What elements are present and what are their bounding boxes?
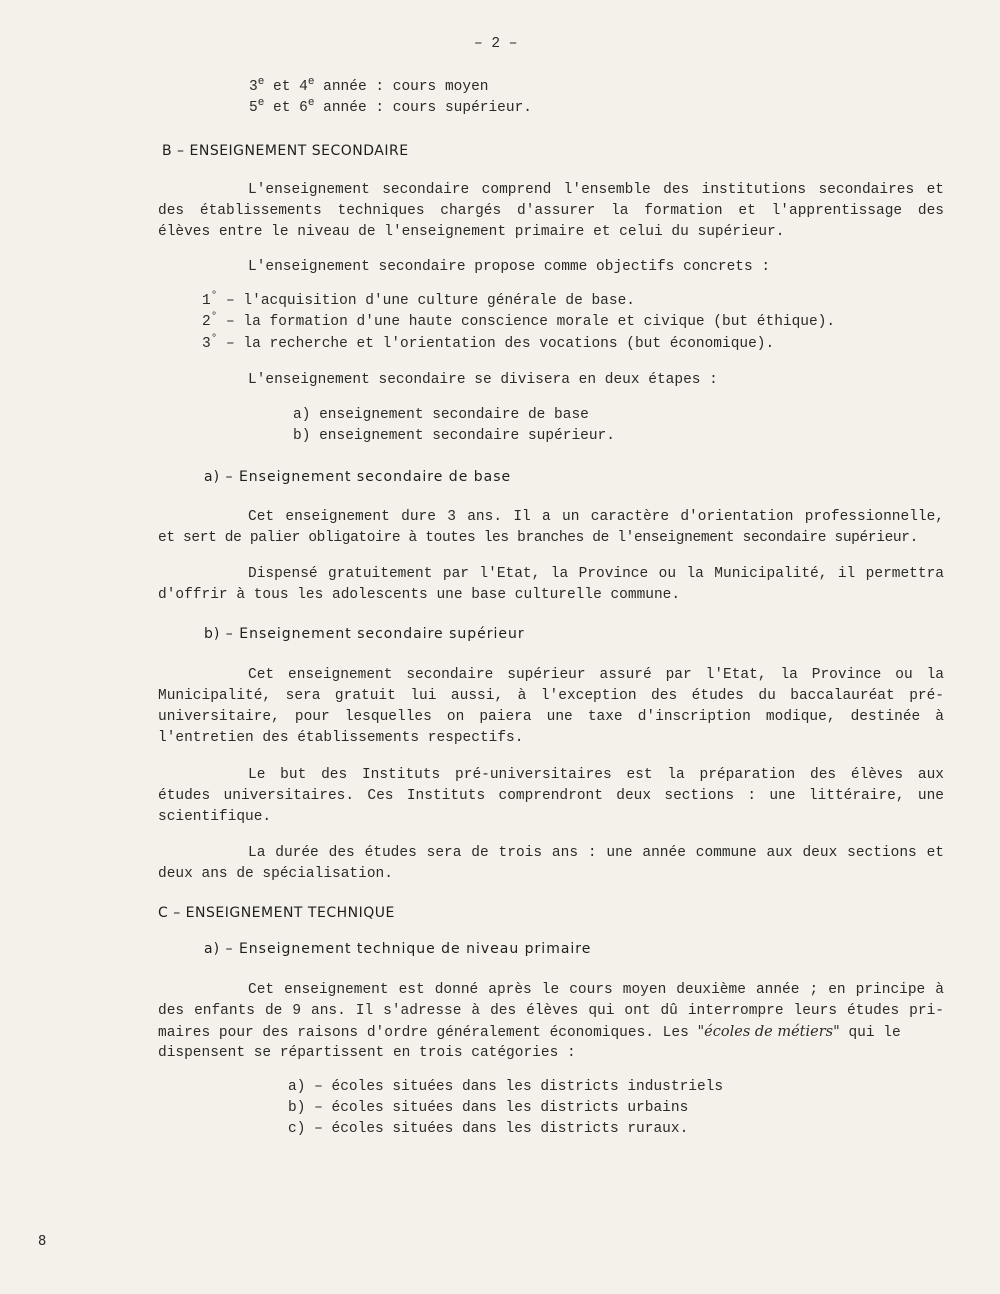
grade-number: 6: [299, 100, 308, 116]
text-line: deux ans de spécialisation.: [158, 866, 393, 882]
text-line: universitaire, pour lesquelles on paiera une taxe d'inscription modique, destinée à: [158, 709, 944, 725]
text-line: des établissements techniques chargés d'assurer la formation et l'apprentissage des: [158, 203, 944, 219]
paragraph-ba-2: [158, 564, 944, 606]
text-segment: qui le: [839, 1025, 901, 1041]
subheading-b-a: a) – Enseignement secondaire de base: [204, 469, 512, 485]
paragraph-bb-1: [158, 665, 944, 749]
text-line: et sert de palier obligatoire à toutes les branches de l'enseignement secondaire supérieur.: [158, 530, 918, 546]
subheading-b-b: b) – Enseignement secondaire supérieur: [204, 626, 525, 642]
text-line: Le but des Instituts pré-universitaires est la préparation des élèves aux: [248, 767, 944, 783]
paragraph-ba-1: [158, 507, 944, 549]
italic-quote: "écoles de métiers": [697, 1024, 840, 1040]
superscript: e: [257, 76, 265, 89]
text-line: dispensent se répartissent en trois catégories :: [158, 1045, 576, 1061]
paragraph-b-1: [158, 180, 944, 243]
category-c: c) – écoles situées dans les districts ruraux.: [288, 1121, 689, 1137]
text-line: L'enseignement secondaire comprend l'ensemble des institutions secondaires et: [248, 182, 944, 198]
text-line: d'offrir à tous les adolescents une base culturelle commune.: [158, 587, 681, 603]
text-line: des enfants de 9 ans. Il s'adresse à des élèves qui ont dû interrompre leurs études pri-: [158, 1003, 944, 1019]
paragraph-ca-1: [158, 980, 944, 1064]
degree-mark: °: [210, 311, 218, 324]
objective-text: – la recherche et l'orientation des vocations (but économique).: [217, 336, 775, 352]
paragraph-b-2: L'enseignement secondaire propose comme objectifs concrets :: [248, 259, 771, 275]
section-heading-c: C – ENSEIGNEMENT TECHNIQUE: [158, 905, 395, 921]
intro-text: et: [264, 79, 300, 95]
superscript: e: [257, 97, 265, 110]
text-segment: maires pour des raisons d'ordre généralement économiques. Les: [158, 1025, 698, 1041]
text-line: Dispensé gratuitement par l'Etat, la Province ou la Municipalité, il permettra: [248, 566, 944, 582]
grade-number: 3: [249, 79, 258, 95]
text-line: l'entretien des établissements respectifs.: [158, 730, 524, 746]
degree-mark: °: [210, 333, 218, 346]
paragraph-bb-3: [158, 843, 944, 885]
grade-number: 4: [299, 79, 308, 95]
text-line: Cet enseignement est donné après le cours moyen deuxième année ; en principe à: [248, 982, 944, 998]
text-line: Cet enseignement dure 3 ans. Il a un caractère d'orientation professionnelle,: [248, 509, 944, 525]
grade-number: 5: [249, 100, 258, 116]
superscript: e: [307, 76, 315, 89]
text-line: La durée des études sera de trois ans : une année commune aux deux sections et: [248, 845, 944, 861]
intro-line-1: [249, 76, 489, 95]
section-heading-b: B – ENSEIGNEMENT SECONDAIRE: [162, 143, 409, 159]
degree-mark: °: [210, 290, 218, 303]
objective-number: 2: [202, 314, 211, 330]
intro-text: année : cours moyen: [314, 79, 489, 95]
objective-text: – l'acquisition d'une culture générale de base.: [217, 293, 635, 309]
objective-1: [202, 290, 635, 309]
category-b: b) – écoles situées dans les districts urbains: [288, 1100, 689, 1116]
text-line: scientifique.: [158, 809, 272, 825]
superscript: e: [307, 97, 315, 110]
paragraph-b-3: L'enseignement secondaire se divisera en deux étapes :: [248, 372, 718, 388]
text-line: Municipalité, sera gratuit lui aussi, à l'exception des études du baccalauréat pré-: [158, 688, 944, 704]
objective-text: – la formation d'une haute conscience morale et civique (but éthique).: [217, 314, 836, 330]
objective-2: [202, 311, 836, 330]
text-line: études universitaires. Ces Instituts comprendront deux sections : une littéraire, une: [158, 788, 944, 804]
stage-a: a) enseignement secondaire de base: [293, 407, 589, 423]
objective-number: 3: [202, 336, 211, 352]
page-number-top: – 2 –: [474, 36, 518, 52]
page-number-bottom: 8: [38, 1234, 47, 1249]
intro-line-2: [249, 97, 532, 116]
text-line: élèves entre le niveau de l'enseignement primaire et celui du supérieur.: [158, 224, 785, 240]
category-a: a) – écoles situées dans les districts industriels: [288, 1079, 724, 1095]
objective-3: [202, 333, 775, 352]
text-line: Cet enseignement secondaire supérieur assuré par l'Etat, la Province ou la: [248, 667, 944, 683]
intro-text: année : cours supérieur.: [314, 100, 532, 116]
subheading-c-a: a) – Enseignement technique de niveau primaire: [204, 941, 592, 957]
stage-b: b) enseignement secondaire supérieur.: [293, 428, 615, 444]
text-line: [158, 1022, 944, 1043]
paragraph-bb-2: [158, 765, 944, 828]
intro-text: et: [264, 100, 300, 116]
objective-number: 1: [202, 293, 211, 309]
